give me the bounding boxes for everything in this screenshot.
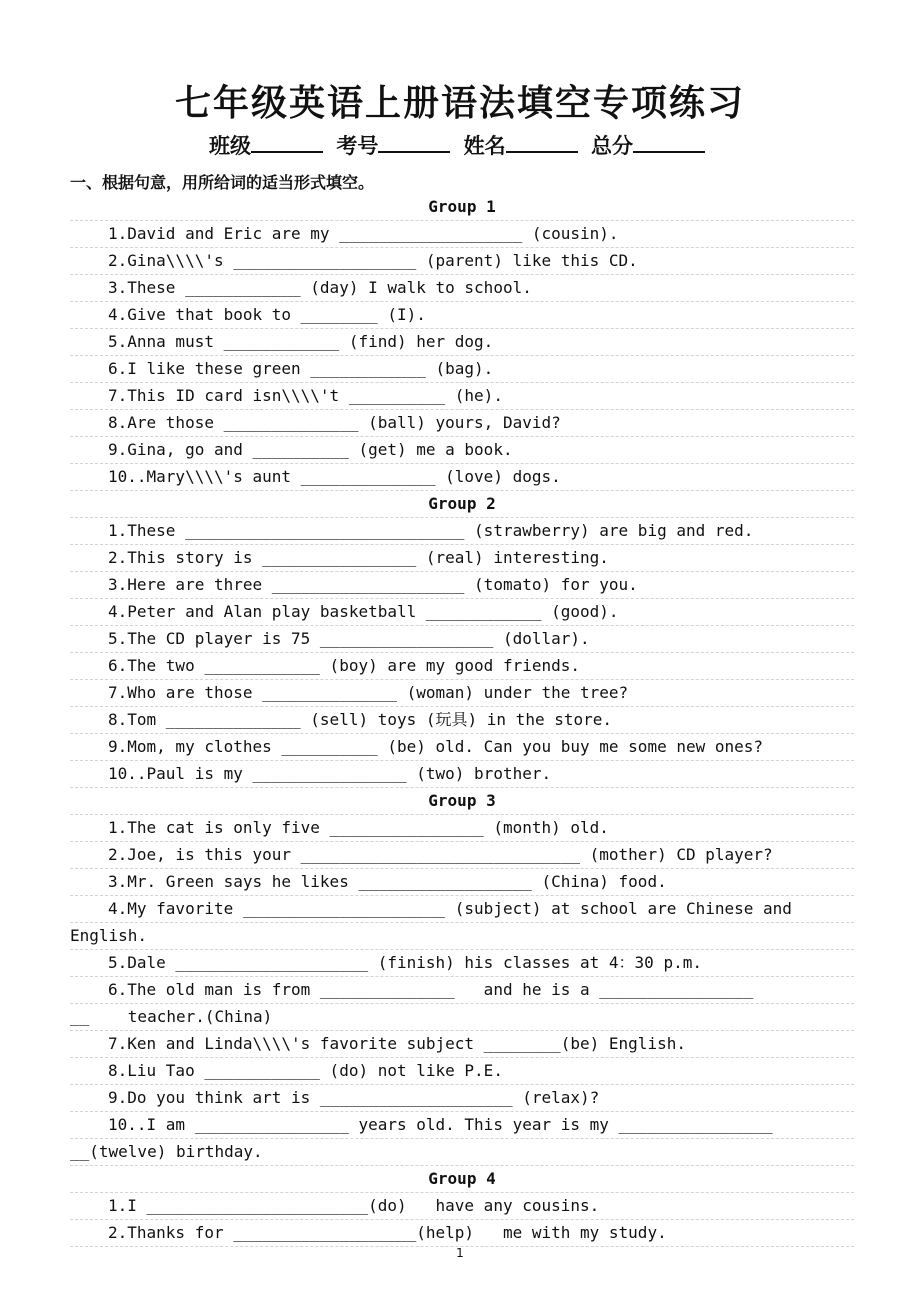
exercise-item: 6.The old man is from ______________ and he is a ________________ — [70, 977, 854, 1004]
exercise-item: 8.Liu Tao ____________ (do) not like P.E. — [70, 1058, 854, 1085]
exercise-item: 3.Here are three ____________________ (tomato) for you. — [70, 572, 854, 599]
exercise-item: 7.Ken and Linda\\\\'s favorite subject ________(be) English. — [70, 1031, 854, 1058]
info-blank[interactable] — [633, 133, 705, 153]
exercise-item: 8.Are those ______________ (ball) yours, David? — [70, 410, 854, 437]
exercise-item: 10..Mary\\\\'s aunt ______________ (love) dogs. — [70, 464, 854, 491]
exercise-item: 4.Peter and Alan play basketball ____________ (good). — [70, 599, 854, 626]
exercise-item: 10..Paul is my ________________ (two) brother. — [70, 761, 854, 788]
exercise-item: 9.Do you think art is ____________________ (relax)? — [70, 1085, 854, 1112]
group-heading: Group 3 — [70, 788, 854, 815]
exercise-item: 5.The CD player is 75 __________________ (dollar). — [70, 626, 854, 653]
exercise-item: 7.Who are those ______________ (woman) under the tree? — [70, 680, 854, 707]
info-total — [591, 130, 711, 160]
exercise-item: 1.I _______________________(do) have any cousins. — [70, 1193, 854, 1220]
info-label: 考号 — [336, 134, 379, 158]
exercise-item: 10..I am ________________ years old. This year is my ________________ — [70, 1112, 854, 1139]
exercise-item: 1.These _____________________________ (strawberry) are big and red. — [70, 518, 854, 545]
exercise-item: 3.Mr. Green says he likes __________________ (China) food. — [70, 869, 854, 896]
exercise-item: 9.Gina, go and __________ (get) me a book. — [70, 437, 854, 464]
exercise-item: 3.These ____________ (day) I walk to school. — [70, 275, 854, 302]
group-heading: Group 4 — [70, 1166, 854, 1193]
page-title: 七年级英语上册语法填空专项练习 — [174, 83, 745, 124]
exercise-item: 5.Anna must ____________ (find) her dog. — [70, 329, 854, 356]
info-exam-number — [336, 130, 456, 160]
exercise-body — [70, 194, 854, 1247]
page-number: 1 — [456, 1246, 464, 1260]
info-blank[interactable] — [506, 133, 578, 153]
info-name — [464, 130, 584, 160]
info-label: 班级 — [209, 134, 252, 158]
exercise-item: 1.The cat is only five ________________ (month) old. — [70, 815, 854, 842]
info-label: 总分 — [590, 134, 633, 158]
section-heading: 一、根据句意，用所给词的适当形式填空。 — [70, 173, 375, 192]
exercise-item: 2.This story is ________________ (real) interesting. — [70, 545, 854, 572]
exercise-item: 1.David and Eric are my ___________________ (cousin). — [70, 221, 854, 248]
exercise-item: 8.Tom ______________ (sell) toys (玩具) in the store. — [70, 707, 854, 734]
exercise-item: 2.Gina\\\\'s ___________________ (parent) like this CD. — [70, 248, 854, 275]
exercise-item: 4.My favorite _____________________ (subject) at school are Chinese and — [70, 896, 854, 923]
exercise-item: 2.Joe, is this your _____________________________ (mother) CD player? — [70, 842, 854, 869]
exercise-item: 9.Mom, my clothes __________ (be) old. Can you buy me some new ones? — [70, 734, 854, 761]
exercise-continuation: __ teacher.(China) — [70, 1004, 854, 1031]
info-blank[interactable] — [378, 133, 450, 153]
group-heading: Group 1 — [70, 194, 854, 221]
exercise-item: 6.The two ____________ (boy) are my good friends. — [70, 653, 854, 680]
exercise-item: 2.Thanks for ___________________(help) me with my study. — [70, 1220, 854, 1247]
info-blank[interactable] — [251, 133, 323, 153]
info-label: 姓名 — [463, 134, 506, 158]
exercise-item: 4.Give that book to ________ (I). — [70, 302, 854, 329]
student-info-line — [0, 130, 920, 160]
exercise-item: 5.Dale ____________________ (finish) his classes at 4：30 p.m. — [70, 950, 854, 977]
exercise-continuation: English. — [70, 923, 854, 950]
group-heading: Group 2 — [70, 491, 854, 518]
exercise-item: 7.This ID card isn\\\\'t __________ (he). — [70, 383, 854, 410]
exercise-continuation: __(twelve) birthday. — [70, 1139, 854, 1166]
info-class — [209, 130, 329, 160]
exercise-item: 6.I like these green ____________ (bag). — [70, 356, 854, 383]
